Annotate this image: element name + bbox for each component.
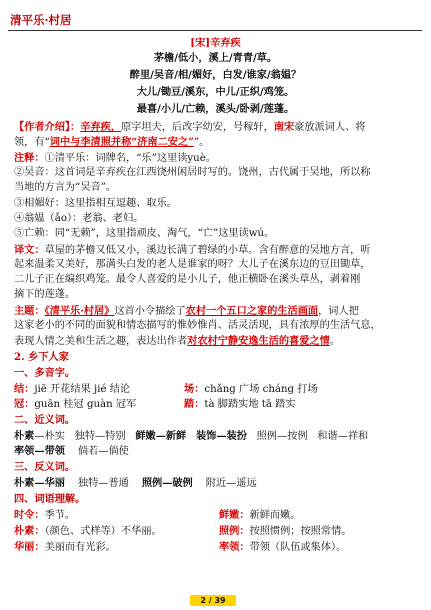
subsection-definitions: 四、词语理解。 [14,493,86,505]
subsection-polyphones: 一、多音字。 [14,367,76,379]
section-title: 2. 乡下人家 [14,351,69,363]
definition-row-3: 华丽：美丽而有光彩。 率领：带领（队伍或集体）。 [14,541,347,553]
poem-author: [宋]辛弃疾 [190,37,241,49]
poem-line-2: 醉里/吴音/相/媚好，白发/谁家/翁媪？ [129,69,302,81]
notes-line-4: ③相媚好：这里指相互逗趣、取乐。 [14,198,177,209]
antonym-row: 朴素—华丽 独特—普通 照例—破例 附近—遥远 [14,477,257,489]
synonym-row-2: 率领—带领 倘若—倘使 [14,445,129,457]
poem-line-4: 最喜/小儿/亡赖，溪头/卧剥/莲蓬。 [136,103,295,115]
polyphone-row-1: 结：jiē 开花结果 jié 结论 场：chǎng 广场 cháng 打场 [14,383,318,395]
author-intro-label: 【作者介绍】： [14,121,81,133]
author-intro-line-2: 领，有“词中与李清照并称“济南二安之””。 [14,136,210,148]
translation-line-4: 摘下的莲蓬。 [14,289,76,300]
notes-line-3: 当地的方言为“吴音”。 [14,182,117,193]
notes-line-5: ④翁媪（ǎo）：老翁、老妇。 [14,213,144,224]
header-bar [8,10,422,31]
definition-row-1: 时令：季节。 鲜嫩：新鲜而嫩。 [14,509,301,521]
polyphone-row-2: 冠：guān 桂冠 guàn 冠军 踏：tà 脚踏实地 tā 踏实 [14,398,296,410]
theme-line-1: 主题：《清平乐·村居》这首小令描绘了农村一个五口之家的生活画面，词人把 [14,305,359,317]
poem-line-3: 大儿/锄豆/溪东，中儿/正织/鸡笼。 [136,86,295,98]
poem-line-1: 茅檐/低小，溪上/青青/草。 [153,52,278,64]
notes-line-1: 注释：①清平乐：词牌名，“乐”这里读yuè。 [14,152,216,164]
notes-line-6: ⑤亡赖：同“无赖”，这里指顽皮、淘气，“亡”这里读wú。 [14,228,275,239]
author-intro-line-1: 【作者介绍】：辛弃疾，原字坦夫，后改字幼安，号稼轩，南宋豪放派词人、将 [14,121,366,133]
translation-line-2: 起来温柔又美好，那满头白发的老人是谁家的呀？大儿子在溪东边的豆田锄草， [14,259,371,270]
definition-row-2: 朴素：（颜色、式样等）不华丽。 照例：按照惯例；按照常情。 [14,525,352,537]
theme-line-3: 表现人情之美和生活之趣，表达出作者对农村宁静安逸生活的喜爱之情。 [14,335,340,347]
page-number: 2 / 39 [190,595,236,606]
subsection-antonyms: 三、反义词。 [14,461,76,473]
subsection-synonyms: 二、近义词。 [14,414,76,426]
notes-line-2: ②吴音：这首词是辛弃疾在江西饶州闲居时写的。饶州，古代属于吴地，所以称 [14,167,371,178]
translation-line-1: 译文：草屋的茅檐又低又小，溪边长满了碧绿的小草。含有醉意的吴地方言，听 [14,244,371,256]
theme-line-2: 这家老小的不同的面貌和情态描写的惟妙惟肖、活灵活现，具有浓厚的生活气息， [14,320,381,331]
synonym-row-1: 朴素—朴实 独特—特别 鲜嫩—新鲜 装饰—装扮 照例—按例 和谐—祥和 [14,430,369,442]
translation-line-3: 二儿子正在编织鸡笼。最令人喜爱的是小儿子，他正横卧在溪头草丛，剥着刚 [14,274,361,285]
page-title: 清平乐·村居 [10,13,72,27]
